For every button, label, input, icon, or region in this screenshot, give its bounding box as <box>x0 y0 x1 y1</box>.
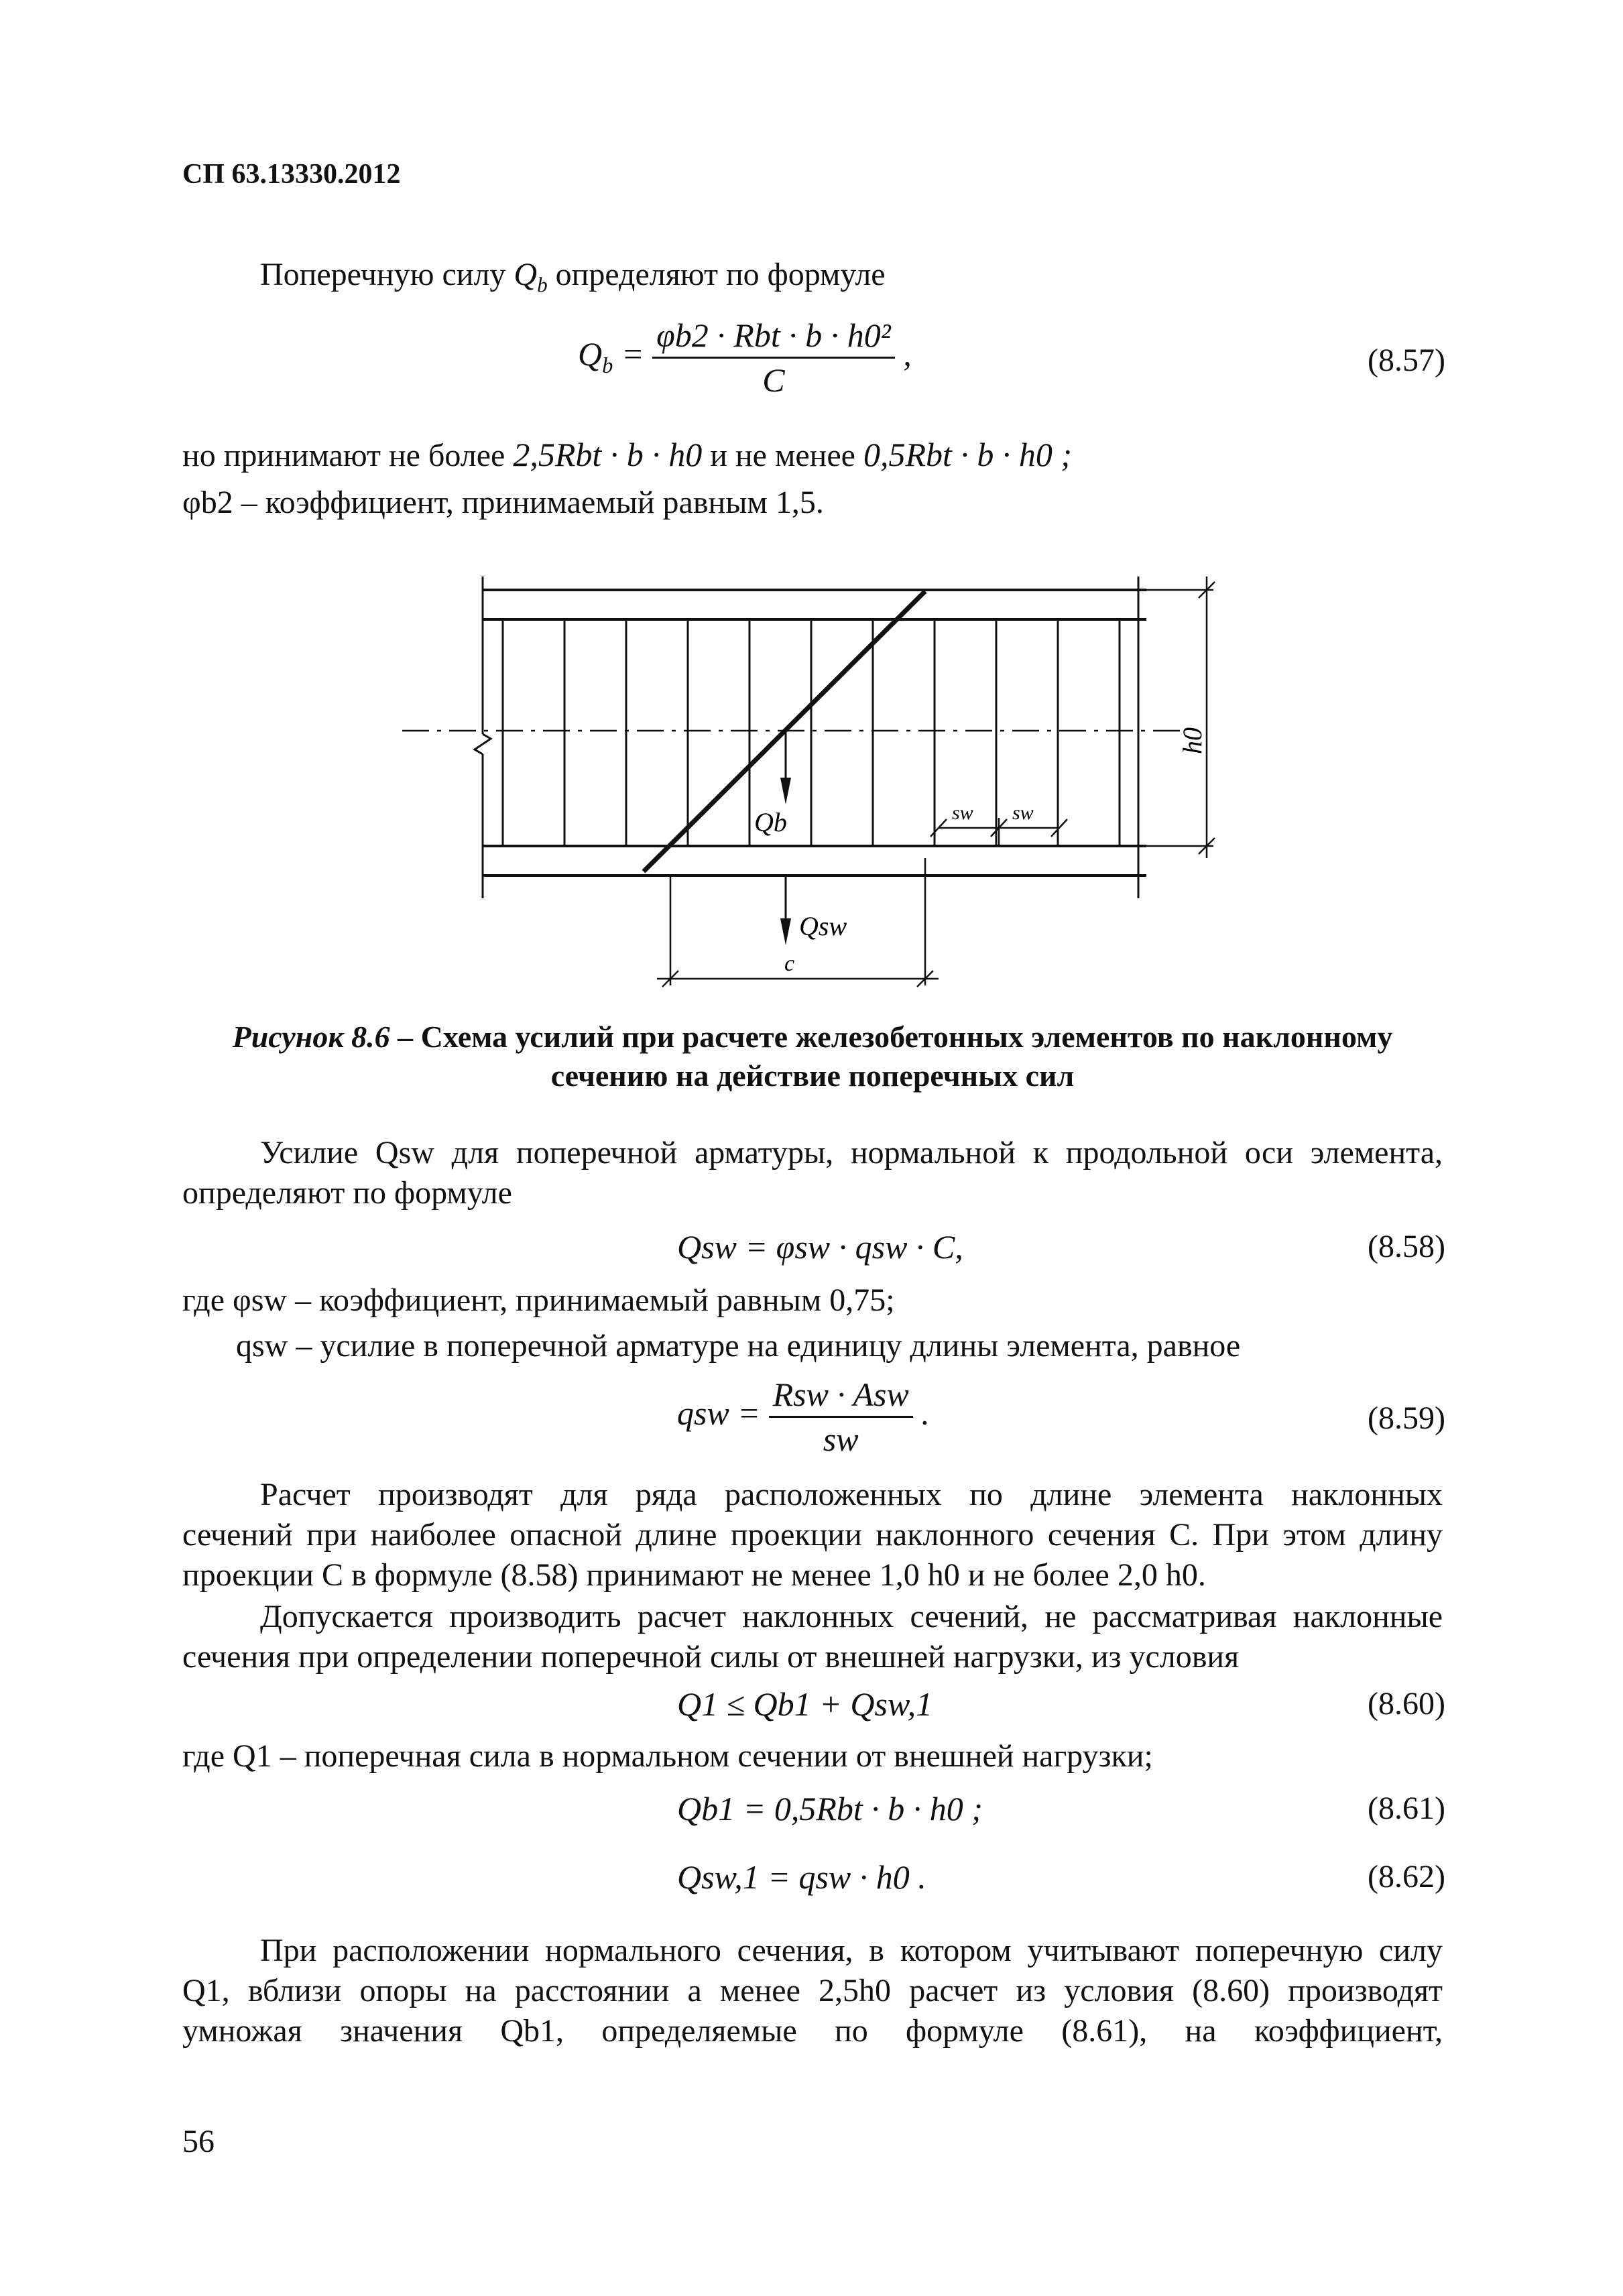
caption-line-2: сечению на действие поперечных сил <box>550 1059 1075 1093</box>
eq-8-59-fraction <box>769 1374 913 1459</box>
eq-8-58-number: (8.58) <box>1368 1229 1445 1264</box>
eq-8-57-lhs: Q <box>578 335 603 373</box>
h0-dimension <box>1146 577 1215 858</box>
limit-expr-2: 0,5Rbt · b · h0 ; <box>863 436 1073 473</box>
sw-label-1: sw <box>952 802 973 824</box>
def-q1: где Q1 – поперечная сила в нормальном сечении от внешней нагрузки; <box>182 1738 1153 1774</box>
para-allow-line-2: сечения при определении поперечной силы от внешней нагрузки, из условия <box>182 1639 1240 1675</box>
eq-8-57-fraction <box>652 315 895 400</box>
qsw-arrow <box>780 875 791 945</box>
eq-8-61-formula: Qb1 = 0,5Rbt · b · h0 ; <box>677 1790 983 1827</box>
figure-caption <box>182 1018 1443 1095</box>
eq-8-57-numerator: φb2 · Rbt · b · h0² <box>652 315 895 359</box>
eq-8-62-number: (8.62) <box>1368 1859 1445 1894</box>
eq-8-57-denominator: C <box>762 361 785 399</box>
qb-arrow <box>780 731 791 804</box>
eq-8-57-number: (8.57) <box>1368 343 1445 378</box>
figure-8-6-diagram <box>375 563 1287 992</box>
eq-8-60-formula: Q1 ≤ Qb1 + Qsw,1 <box>677 1685 933 1723</box>
standard-code: СП 63.13330.2012 <box>182 159 401 190</box>
limit-text-1: но принимают не более <box>182 438 505 473</box>
eq-8-59-numerator: Rsw · Asw <box>769 1374 913 1418</box>
equation-8-57: $Q_b$ = $\frac{\text{φb2 · Rbt · b · h0²}}{C}$ , <box>578 316 912 399</box>
eq-8-59-denominator: sw <box>823 1421 859 1458</box>
def-q-sw: qsw – усилие в поперечной арматуре на единицу длины элемента, равное <box>236 1328 1241 1364</box>
para-qsw-line-2: определяют по формуле <box>182 1175 512 1211</box>
para-allow-line-1: Допускается производить расчет наклонных сечений, не рассматривая наклонные <box>260 1599 1443 1634</box>
equation-8-59 <box>677 1374 930 1459</box>
def-phi-sw: где φsw – коэффициент, принимаемый равным 0,75; <box>182 1282 895 1318</box>
eq-8-58-formula: Qsw = φsw · qsw · C, <box>677 1228 963 1266</box>
caption-lead: Рисунок 8.6 <box>232 1020 390 1054</box>
eq-8-59-tail: . <box>921 1394 930 1432</box>
intro-text: Поперечную силу <box>260 257 506 292</box>
para-support-line-3: умножая значения Qb1, определяемые по формуле (8.61), на коэффициент, <box>182 2013 1443 2049</box>
caption-line-1: – Схема усилий при расчете железобетонных элементов по наклонному <box>389 1020 1393 1054</box>
c-label: c <box>784 951 795 976</box>
sw-dimensions <box>930 818 1067 845</box>
eq-8-62-formula: Qsw,1 = qsw · h0 . <box>677 1858 926 1896</box>
intro-line <box>260 255 886 306</box>
para-qsw-line-1: Усилие Qsw для поперечной арматуры, нормальной к продольной оси элемента, <box>260 1135 1443 1170</box>
limit-expr-1: 2,5Rbt · b · h0 <box>513 436 703 473</box>
eq-8-60-number: (8.60) <box>1368 1686 1445 1721</box>
para-support-line-1: При расположении нормального сечения, в котором учитывают поперечную силу <box>260 1933 1443 1968</box>
page-number: 56 <box>182 2124 215 2159</box>
qsw-label: Qsw <box>799 911 847 941</box>
qb-label: Qb <box>754 807 787 837</box>
phi-b2-definition: φb2 – коэффициент, принимаемый равным 1,5. <box>182 485 824 520</box>
eq-8-59-number: (8.59) <box>1368 1400 1445 1436</box>
eq-8-57-lhs-sub: b <box>602 353 613 378</box>
para-calc-line-3: проекции C в формуле (8.58) принимают не менее 1,0 h0 и не более 2,0 h0. <box>182 1557 1206 1593</box>
para-calc-line-1: Расчет производят для ряда расположенных по длине элемента наклонных <box>260 1477 1443 1512</box>
eq-8-61-number: (8.61) <box>1368 1791 1445 1826</box>
intro-text-after: определяют по формуле <box>555 257 886 292</box>
limit-text-2: и не менее <box>710 438 855 473</box>
limit-line <box>182 434 1072 476</box>
sw-label-2: sw <box>1012 802 1034 824</box>
eq-8-59-lhs: qsw = <box>677 1394 761 1432</box>
h0-label: h0 <box>1177 727 1207 754</box>
intro-symbol: Q <box>514 257 538 292</box>
para-support-line-2: Q1, вблизи опоры на расстоянии a менее 2,5h0 расчет из условия (8.60) производят <box>182 1973 1443 2008</box>
intro-symbol-sub: b <box>537 273 548 297</box>
para-calc-line-2: сечений при наиболее опасной длине проекции наклонного сечения C. При этом длину <box>182 1517 1443 1553</box>
c-dimension <box>657 858 939 987</box>
